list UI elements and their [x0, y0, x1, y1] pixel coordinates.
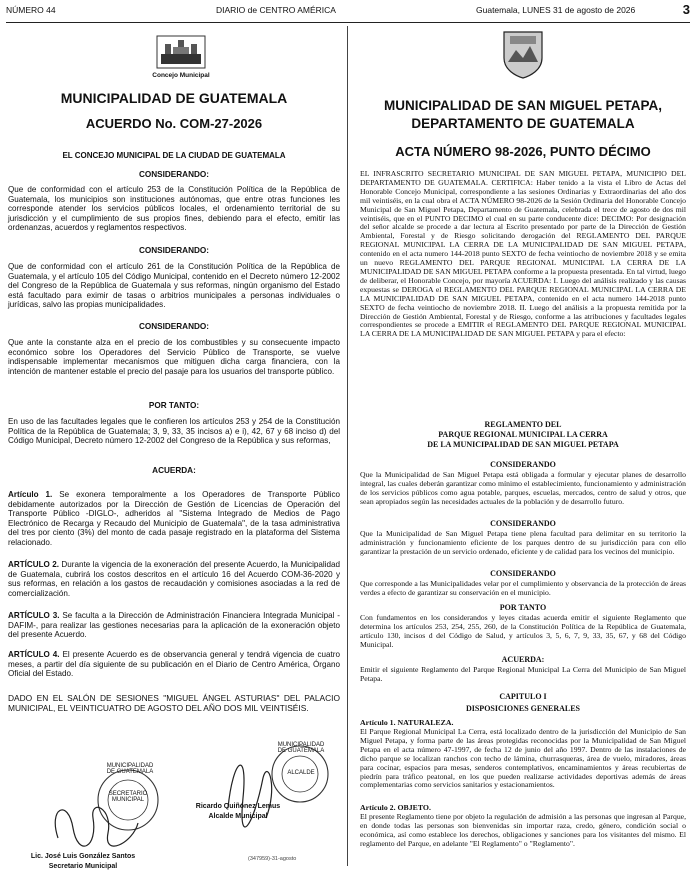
- r-considerando-heading-3: CONSIDERANDO: [490, 569, 556, 578]
- stamp-secretary-center: SECRETARIO MUNICIPAL: [108, 791, 148, 803]
- r-article-2-label: Artículo 2. OBJETO.: [360, 803, 431, 812]
- considerando-heading-1: CONSIDERANDO:: [138, 170, 210, 179]
- considerando-heading-2: CONSIDERANDO:: [138, 246, 210, 255]
- r-article-1-label: Artículo 1. NATURALEZA.: [360, 718, 454, 727]
- page-number: 3: [682, 2, 690, 17]
- san-miguel-petapa-crest-icon: [500, 28, 546, 80]
- document-title: MUNICIPALIDAD DE GUATEMALA: [60, 90, 288, 106]
- signatures-stamps: [38, 738, 338, 858]
- r-acuerda-heading: ACUERDA:: [501, 655, 545, 664]
- por-tanto-heading: POR TANTO:: [148, 401, 200, 410]
- closing-statement: DADO EN EL SALÓN DE SESIONES "MIGUEL ÁNGEL ASTURIAS" DEL PALACIO MUNICIPAL, EL VEINTICUATRO DE AGOSTO DEL AÑO DOS MIL VEINTISÉIS.: [8, 693, 340, 713]
- r-considerando-2: Que la Municipalidad de San Miguel Petapa tiene plena facultad para delimitar en su territorio la administración y funcionamiento eficiente de los parques dentro de su jurisdicción para con ello garantizar la prestación de un servicio ordenado, eficiente y de calidad para los vecinos del municipio.: [360, 529, 686, 556]
- municipal-logo-icon: [155, 34, 207, 70]
- article-2: [8, 560, 340, 598]
- secretary-name: Lic. José Luis González Santos: [30, 853, 136, 860]
- acuerda-heading: ACUERDA:: [152, 466, 196, 475]
- article-1-text: Se exonera temporalmente a los Operadores de Transporte Público debidamente autorizados por la Dirección de Gestión de Licencias de Operación del Transporte Público -DIGLO-, adheridos al "Sistema Integrado de Medios de Pago Electrónico de Recarga y Recaudo del Municipio de Guatemala", de la tasa administrativa del tres por ciento (3%) del monto de cada pasaje registrado en la plataforma del Sistema relacionado.: [8, 490, 341, 547]
- chapter-title: DISPOSICIONES GENERALES: [465, 704, 581, 713]
- r-acuerda: Emitir el siguiente Reglamento del Parque Regional Municipal La Cerra del Municipio de San Miguel Petapa.: [360, 665, 686, 683]
- article-3-label: ARTÍCULO 3.: [8, 611, 60, 620]
- considerando-heading-3: CONSIDERANDO:: [138, 322, 210, 331]
- considerando-paragraph-1: Que de conformidad con el artículo 253 de la Constitución Política de la República de Guatemala, los municipios son instituciones autónomas, que entre otras funciones les corresponde atender los servicios públicos locales, el ordenamiento territorial de su jurisdicción y el cumplimiento de sus propios fines, debiendo para el efecto, emitir las ordenanzas, acuerdos y reglamentos respectivos.: [8, 185, 340, 233]
- article-1-label: Artículo 1.: [8, 490, 53, 499]
- r-considerando-heading-1: CONSIDERANDO: [490, 460, 556, 469]
- logo-caption: Concejo Municipal: [152, 72, 210, 79]
- right-title-line2: DEPARTAMENTO DE GUATEMALA: [411, 116, 635, 131]
- header-divider: [6, 22, 690, 23]
- article-3-text: Se faculta a la Dirección de Administración Financiera Integrada Municipal -DAFIM-, para realizar las gestiones necesarias para la aplicación de la exoneración objeto del presente Acuerdo.: [8, 611, 340, 640]
- reglamento-title-2: PARQUE REGIONAL MUNICIPAL LA CERRA: [438, 430, 608, 439]
- stamp-mayor-center: ALCALDE: [287, 770, 315, 776]
- publication-date: Guatemala, LUNES 31 de agosto de 2026: [476, 5, 636, 15]
- certification-text: EL INFRASCRITO SECRETARIO MUNICIPAL DE SAN MIGUEL PETAPA, MUNICIPIO DEL DEPARTAMENTO DE GUATEMALA. CERTIFICA: Haber tenido a la vista el Libro de Actas del Honorable Concejo Municipal, correspondiente a las sesiones Ordinarias y Extraordinarias del año dos mil veintiséis, en la cual obra el ACTA NÚMERO 98-2026 de la Sesión Ordinaria del Honorable Concejo Municipal de San Miguel Petapa, Departamento de Guatemala, celebrada el trece de agosto de dos mil veintiséis, que en el PUNTO DECIMO el cual en su parte conducente dice: DECIMO: Por designación del señor alcalde se procede a dar lectura al Escrito presentado por parte de la Dirección de Gestión Ambiental, Forestal y de Riesgo solicitando derogación del REGLAMENTO DEL PARQUE REGIONAL MUNICIPAL LA CERRA DE LA MUNICIPALIDAD DE SAN MIGUEL PETAPA, contenido en el acta numero 144-2018 punto SEXTO de fecha veintiocho de noviembre 2018 y se emita un nuevo REGLAMENTO DEL PARQUE REGIONAL MUNICIPAL LA CERRA DE LA MUNICIPALIDAD DE SAN MIGUEL PETAPA conforme a la propuesta presentada. En tal virtud, luego de deliberar, el Honorable Concejo, por mayoría ACUERDA: I. Luego del análisis realizado y las causas expuestas se DEROGA el REGLAMENTO DEL PARQUE REGIONAL MUNICIPAL LA CERRA DE LA MUNICIPALIDAD DE SAN MIGUEL PETAPA, contenido en el acta numero 144-2018 punto SEXTO de fecha veintiocho de noviembre 2018. II. Luego del análisis a la propuesta remitida por la Dirección de Gestión Ambiental, Forestal y de Riesgo, conforme a las atribuciones y facultades legales correspondientes se procede a EMITIR el REGLAMENTO DEL PARQUE REGIONAL MUNICIPAL LA CERRA DE LA MUNICIPALIDAD DE SAN MIGUEL PETAPA y para el efecto:: [360, 169, 686, 339]
- article-4: [8, 650, 340, 679]
- r-article-2: El presente Reglamento tiene por objeto la regulación de admisión a las personas que ingresan al Parque, en donde todas las personas son bienvenidas sin importar raza, credo, género, condición social o económica, así como establece los derechos, obligaciones y sanciones para los visitantes del mismo. El reglamento del Parque, en adelante "El Reglamento" o "Reglamento".: [360, 812, 686, 848]
- newspaper-name: DIARIO de CENTRO AMÉRICA: [216, 5, 336, 15]
- reglamento-title-1: REGLAMENTO DEL: [484, 420, 562, 429]
- publication-code: (347959)-31-agosto: [248, 856, 297, 862]
- issue-number: NÚMERO 44: [6, 5, 56, 15]
- newspaper-header: [6, 4, 690, 18]
- chapter-number: CAPITULO I: [499, 692, 547, 701]
- r-considerando-1: Que la Municipalidad de San Miguel Petapa está obligada a formular y ejecutar planes de desarrollo integral, las cuales deberán garantizar como mínimo el establecimiento, funcionamiento y administración de los servicios públicos como agua potable, parques, escuelas, mercados, centro de salud y otros, que sean apropiados según las necesidades actuales de la población y de desarrollo futuro.: [360, 470, 686, 506]
- right-title-line1: MUNICIPALIDAD DE SAN MIGUEL PETAPA,: [383, 98, 662, 113]
- r-considerando-3: Que corresponde a las Municipalidades velar por el cumplimiento y observancia de la protección de áreas verdes a efecto de garantizar su conservación en el municipio.: [360, 579, 686, 597]
- mayor-role: Alcalde Municipal: [208, 813, 268, 820]
- r-article-1: El Parque Regional Municipal La Cerra, está localizado dentro de la jurisdicción del Municipio de San Miguel Petapa, y forma parte de las áreas protegidas reconocidas por la Municipalidad de San Miguel Petapa en el acta número 47-1997, de fecha 12 de junio del año 1997. Dentro de las instalaciones de dicho parque se localizan ranchos con techo de lámina, churrasqueras, área de vuelo, miradores, áreas para cocinar, espacios para mesas, senderos contemplativos, encaminamientos y áreas recubiertas de piedrín para tráfico peatonal, en los que pueden realizarse actividades deportivas además de áreas complementarias como servicios sanitarios y estacionamientos.: [360, 727, 686, 790]
- article-1: [8, 490, 340, 548]
- por-tanto-paragraph: En uso de las facultades legales que le confieren los artículos 253 y 254 de la Constitución Política de la República de Guatemala; 3, 9, 33, 35 incisos a) e i), 42, 67 y 68 inciso d) del Código Municipal, Decreto número 12-2002 del Congreso de la República y sus reformas,: [8, 417, 340, 446]
- acta-number: ACTA NÚMERO 98-2026, PUNTO DÉCIMO: [395, 144, 651, 159]
- r-por-tanto-heading: POR TANTO: [499, 603, 547, 612]
- r-considerando-heading-2: CONSIDERANDO: [490, 519, 556, 528]
- article-2-label: ARTÍCULO 2.: [8, 560, 59, 569]
- stamp-secretary-ring: MUNICIPALIDAD DE GUATEMALA: [106, 763, 154, 775]
- mayor-name: Ricardo Quiñónez Lemus: [195, 803, 281, 810]
- stamp-mayor-ring: MUNICIPALIDAD DE GUATEMALA: [277, 742, 325, 754]
- agreement-number: ACUERDO No. COM-27-2026: [85, 116, 263, 131]
- considerando-paragraph-2: Que de conformidad con el artículo 261 de la Constitución Política de la República de Guatemala, y el artículo 105 del Código Municipal, contenido en el Decreto número 12-2002 del Congreso de la República de Guatemala y sus reformas, ningún organismo del Estado está facultado para eximir de tasas o arbitrios municipales a personas individuales o jurídicas, salvo las propias municipalidades.: [8, 262, 340, 310]
- r-por-tanto: Con fundamentos en los considerandos y leyes citadas acuerda emitir el siguiente Reglamento que determina los artículos 253, 254, 255, 260, de la Constitución Política de la República de Guatemala, artículo 130, incisos d del Código de Salud, y artículos 3, 5, 6, 7, 9, 33, 35, 67, y 68 del Código Municipal.: [360, 613, 686, 649]
- article-3: [8, 611, 340, 640]
- article-2-text: Durante la vigencia de la exoneración del presente Acuerdo, la Municipalidad de Guatemala, cubrirá los costos descritos en el artículo 16 del Acuerdo COM-36-2020 y sus reformas, en relación a los gastos de recaudación y comisiones asociadas a la red de comercialización.: [8, 560, 340, 598]
- secretary-role: Secretario Municipal: [48, 863, 118, 870]
- council-heading: EL CONCEJO MUNICIPAL DE LA CIUDAD DE GUATEMALA: [62, 151, 286, 160]
- article-4-label: ARTÍCULO 4.: [8, 650, 60, 659]
- column-divider: [347, 26, 348, 866]
- considerando-paragraph-3: Que ante la constante alza en el precio de los combustibles y su consecuente impacto económico sobre los Operadores del Servicio Público de Transporte, se vuelve indispensable implementar mecanismos que mitiguen dicha carga financiera, con la intención de mantener estable el precio del pasaje para los usuarios del transporte público.: [8, 338, 340, 376]
- reglamento-title-3: DE LA MUNICIPALIDAD DE SAN MIGUEL PETAPA: [427, 440, 619, 449]
- article-4-text: El presente Acuerdo es de observancia general y tendrá vigencia de cuatro meses, a partir del día siguiente de su publicación en el Diario de Centro América, Órgano Oficial del Estado.: [8, 650, 341, 679]
